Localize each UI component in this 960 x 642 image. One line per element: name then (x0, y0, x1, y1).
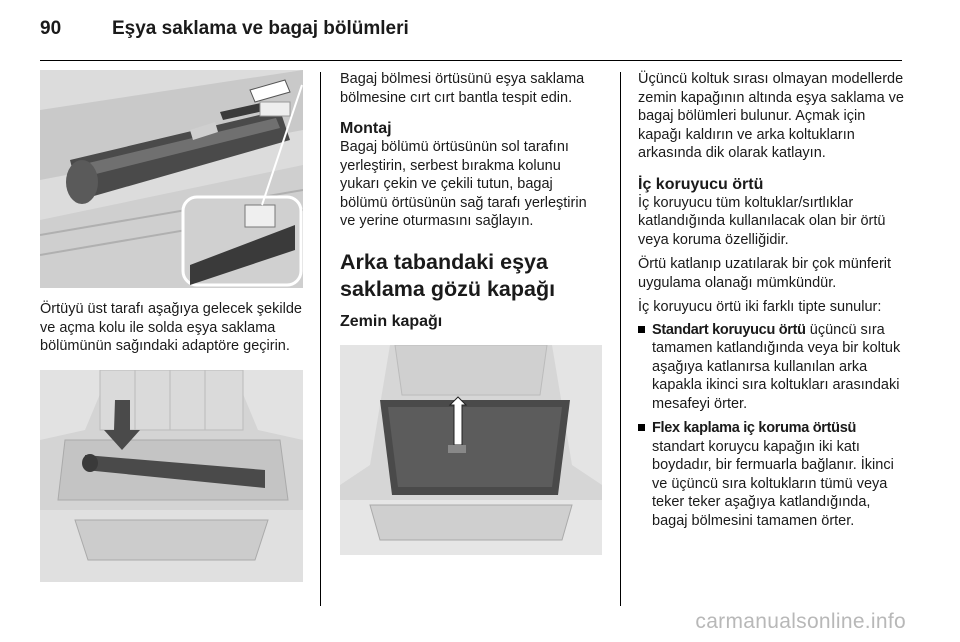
bullet-list (638, 321, 906, 531)
column-right (638, 70, 906, 536)
figure-caption: Örtüyü üst tarafı aşağıya gelecek şekilde ve açma kolu ile solda eşya saklama bölümünün sağındaki adaptöre geçirin. (40, 301, 302, 354)
montaj-paragraph: Bagaj bölümü örtüsünün sol tarafını yerleştirin, serbest bırakma kolunu yukarı çekin ve çekili tutun, bagaj bölümü örtüsünün sağ tarafı yerleştirin ve yerine oturmasını sağlayın. (340, 139, 587, 229)
list-item-label: Standart koruyucu örtü (652, 321, 806, 338)
illustration-cover-mounting (40, 70, 303, 288)
illustration-trunk-cover (40, 370, 303, 582)
intro-paragraph: Üçüncü koltuk sırası olmayan modellerde zemin kapağının altında eşya saklama ve bagaj bölümleri bulunur. Açmak için kapağı kaldırın ve arka koltukların arkasında dik olarak katlayın. (638, 71, 904, 161)
montaj-heading: Montaj (340, 120, 392, 137)
column-middle (340, 70, 602, 555)
list-item (638, 419, 906, 530)
list-item-text: üçüncü sıra tamamen katlandığında veya bir koltuk aşağıya katlanırsa kullanılan arka kapakla ikinci sıra koltukları arasındaki mesafeyi örter. (652, 321, 901, 412)
section-heading: Arka tabandaki eşya saklama gözü kapağı (340, 249, 556, 301)
column-divider (620, 72, 621, 606)
paragraph: Örtü katlanıp uzatılarak bir çok münferit uygulama olanağı mümkündür. (638, 256, 892, 291)
bullet-square-icon (638, 424, 645, 431)
page-header (40, 14, 902, 61)
page-title: Eşya saklama ve bagaj bölümleri (112, 18, 409, 39)
list-item-text: standart koruycu kapağın iki katı boydadır, bir fermuarla bağlanır. İkinci ve üçüncü sıra koltukların tümü veya teker teker aşağıya katlandığında, bagaj bölmesini tamamen örter. (652, 438, 894, 529)
watermark: carmanualsonline.info (695, 610, 906, 633)
list-item (638, 321, 906, 414)
column-divider (320, 72, 321, 606)
intro-paragraph: Bagaj bölmesi örtüsünü eşya saklama bölmesine cırt cırt bantla tespit edin. (340, 71, 585, 106)
column-left (40, 70, 303, 582)
list-item-label: Flex kaplama iç koruma örtüsü (652, 420, 857, 436)
paragraph: İç koruyucu tüm koltuklar/sırtlıklar katlandığında kullanılacak olan bir örtü veya koruma özelliğidir. (638, 194, 886, 248)
paragraph: İç koruyucu örtü iki farklı tipte sunulur: (638, 299, 882, 315)
section-heading: İç koruyucu örtü (638, 175, 764, 193)
bullet-square-icon (638, 326, 645, 333)
page-number: 90 (40, 18, 62, 39)
illustration-floor-cover (340, 345, 602, 555)
subsection-heading: Zemin kapağı (340, 312, 443, 330)
